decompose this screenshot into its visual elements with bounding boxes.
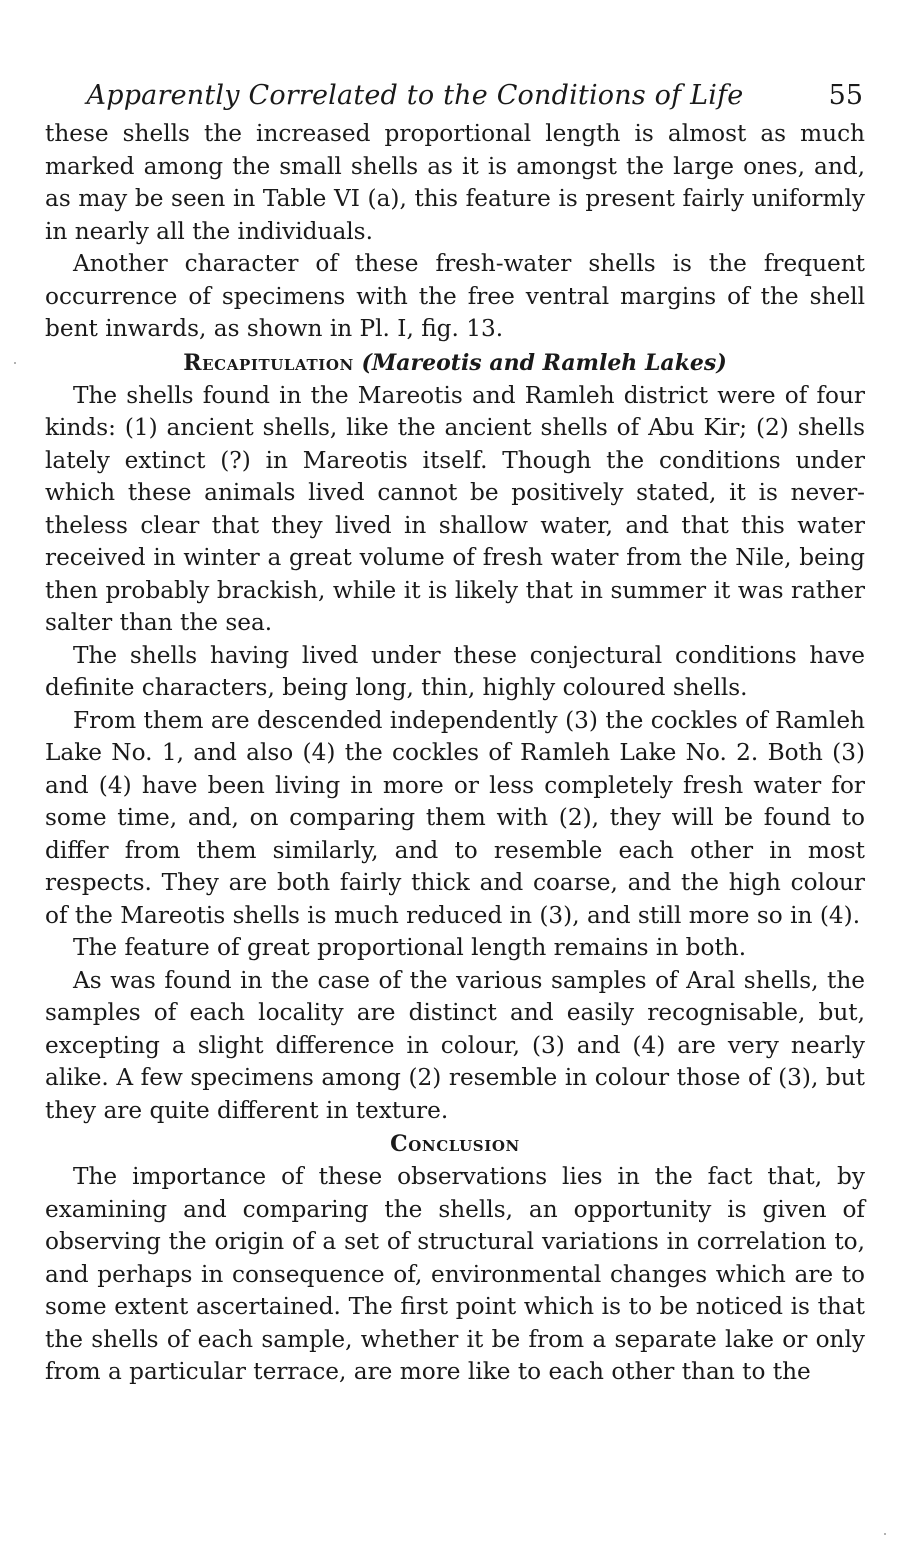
page — [45, 74, 865, 1389]
paragraph: The shells found in the Mareotis and Ramleh district were of four kinds: (1) ancient shells, like the ancient shells of Abu Kir; (2) shells lately extinct (?) in Mareotis itself. Though the conditions under which these animals lived cannot be positively stated, it is nevertheless clear that they lived in shallow water, and that this water received in winter a great volume of fresh water from the Nile, being then probably brackish, while it is likely that in summer it was rather salter than the sea. — [45, 381, 865, 636]
paragraph: these shells the increased proportional length is almost as much marked among the small shells as it is amongst the large ones, and, as may be seen in Table VI (a), this feature is present fairly uniformly in nearly all the individuals. — [45, 120, 865, 245]
section-heading-subtitle: (Mareotis and Ramleh Lakes) — [361, 349, 727, 376]
section-heading-conclusion — [45, 1127, 865, 1161]
section-heading-label: Recapitulation — [183, 349, 354, 376]
section-heading-recapitulation — [45, 346, 865, 380]
paragraph: As was found in the case of the various samples of Aral shells, the samples of each locality are distinct and easily recognisable, but, excepting a slight difference in colour, (3) and (4) are very nearly alike. A few specimens among (2) resemble in colour those of (3), but they are quite different in texture. — [45, 966, 865, 1124]
running-head — [45, 74, 865, 118]
running-title: Apparently Correlated to the Conditions of Life — [86, 80, 744, 111]
paragraph: Another character of these fresh-water shells is the frequent occurrence of specimens with the free ventral margins of the shell bent inwards, as shown in Pl. I, fig. 13. — [45, 250, 865, 342]
paragraph: The shells having lived under these conjectural conditions have definite characters, being long, thin, highly coloured shells. — [45, 641, 865, 701]
margin-speck — [14, 362, 16, 364]
paragraph: The importance of these observations lies in the fact that, by examining and comparing the shells, an opportunity is given of observing the origin of a set of structural variations in correlation to, and perhaps in consequence of, environmental changes which are to some extent ascertained. The first point which is to be noticed is that the shells of each sample, whether it be from a separate lake or only from a particular terrace, are more like to each other than to the — [45, 1163, 865, 1385]
margin-speck — [884, 1533, 886, 1535]
body-text — [45, 118, 865, 1389]
section-heading-label: Conclusion — [390, 1131, 520, 1157]
paragraph: The feature of great proportional length remains in both. — [73, 934, 747, 961]
paragraph: From them are descended independently (3) the cockles of Ramleh Lake No. 1, and also (4) the cockles of Ramleh Lake No. 2. Both (3) and (4) have been living in more or less completely fresh water for some time, and, on comparing them with (2), they will be found to differ from them similarly, and to resemble each other in most respects. They are both fairly thick and coarse, and the high colour of the Mareotis shells is much reduced in (3), and still more so in (4). — [45, 706, 865, 929]
page-number: 55 — [828, 80, 863, 111]
